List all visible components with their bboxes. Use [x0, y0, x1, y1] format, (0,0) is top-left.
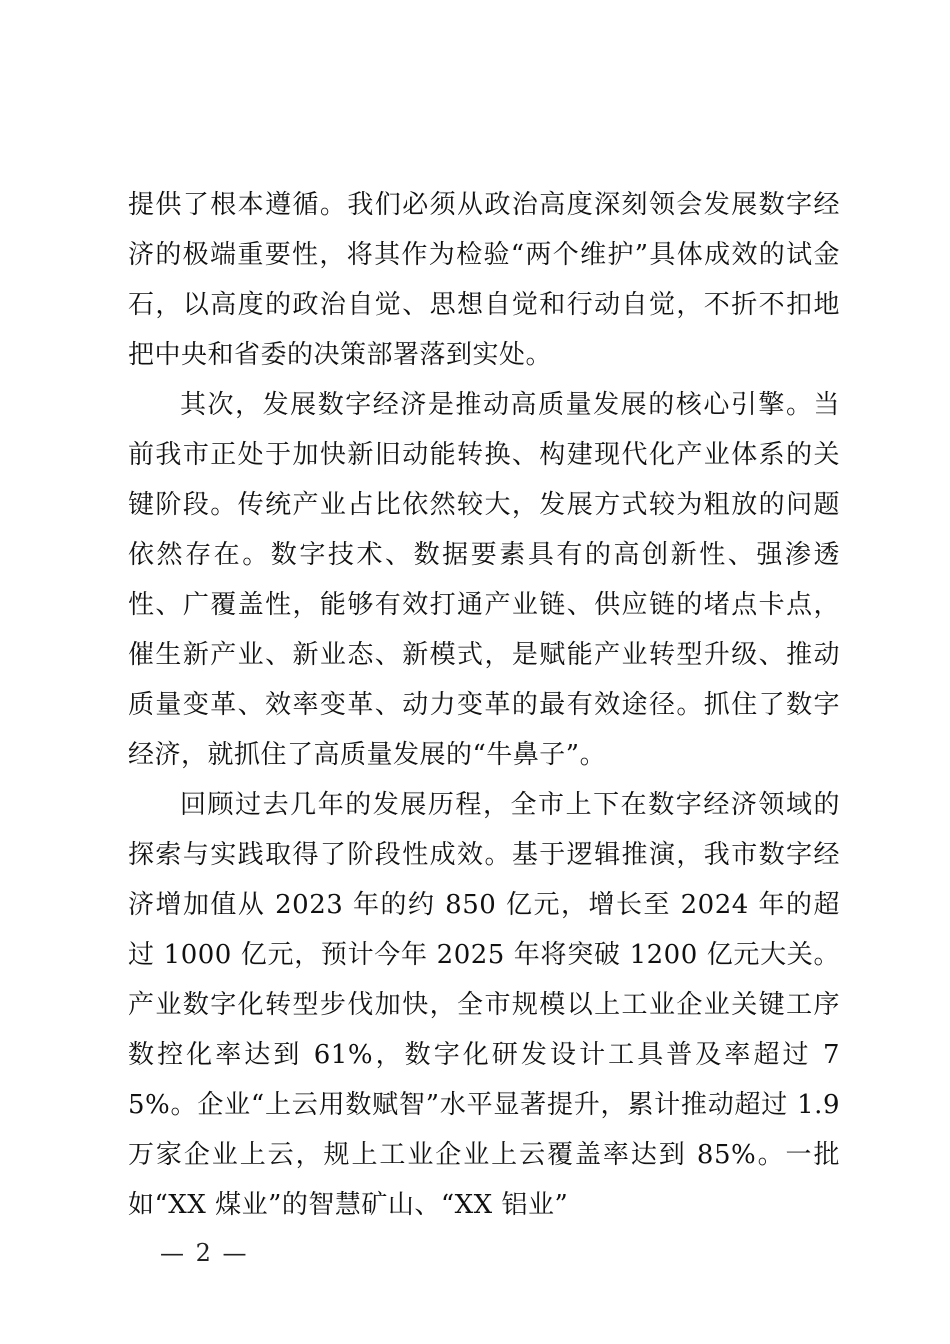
document-body	[128, 180, 840, 1230]
paragraph-2: 其次，发展数字经济是推动高质量发展的核心引擎。当前我市正处于加快新旧动能转换、构建现代化产业体系的关键阶段。传统产业占比依然较大，发展方式较为粗放的问题依然存在。数字技术、数据要素具有的高创新性、强渗透性、广覆盖性，能够有效打通产业链、供应链的堵点卡点，催生新产业、新业态、新模式，是赋能产业转型升级、推动质量变革、效率变革、动力变革的最有效途径。抓住了数字经济，就抓住了高质量发展的“牛鼻子”。	[128, 390, 840, 770]
paragraph-3: 回顾过去几年的发展历程，全市上下在数字经济领域的探索与实践取得了阶段性成效。基于逻辑推演，我市数字经济增加值从 2023 年的约 850 亿元，增长至 2024 年的超过 1000 亿元，预计今年 2025 年将突破 1200 亿元大关。产业数字化转型步伐加快，全市规模以上工业企业关键工序数控化率达到 61%，数字化研发设计工具普及率超过 75%。企业“上云用数赋智”水平显著提升，累计推动超过 1.9 万家企业上云，规上工业企业上云覆盖率达到 85%。一批如“XX 煤业”的智慧矿山、“XX 铝业”	[128, 790, 840, 1220]
page-number-footer: — 2 —	[160, 1239, 249, 1267]
paragraph-1: 提供了根本遵循。我们必须从政治高度深刻领会发展数字经济的极端重要性，将其作为检验“两个维护”具体成效的试金石，以高度的政治自觉、思想自觉和行动自觉，不折不扣地把中央和省委的决策部署落到实处。	[128, 190, 840, 370]
